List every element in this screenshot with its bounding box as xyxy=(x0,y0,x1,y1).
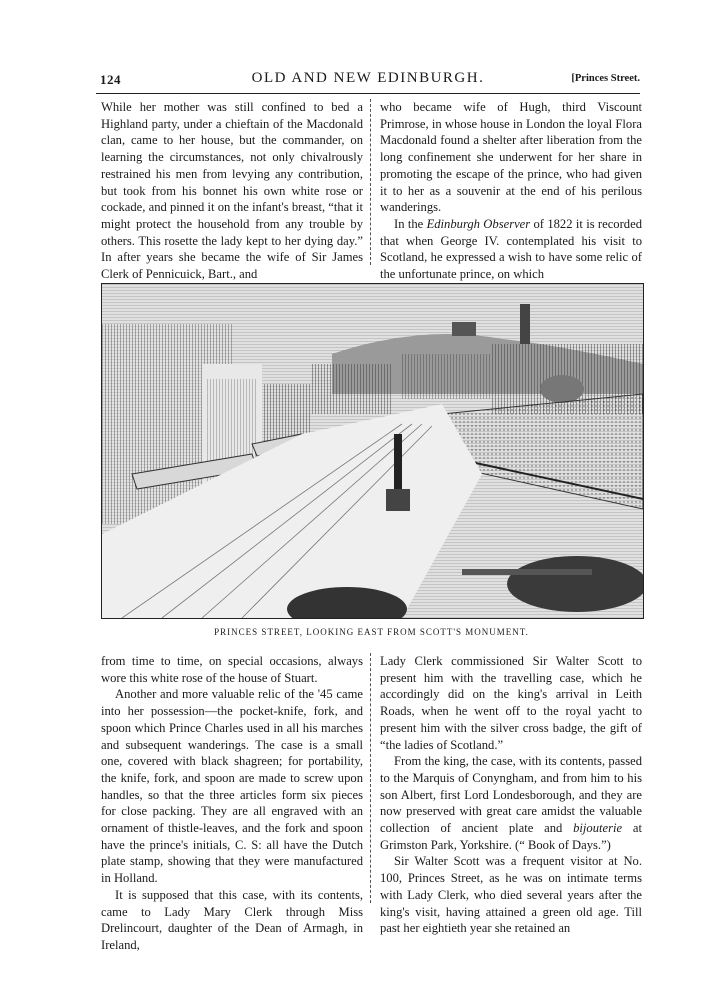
column-bottom-right xyxy=(380,653,642,937)
column-top-right xyxy=(380,99,642,283)
italic-term: bijouterie xyxy=(573,821,623,836)
column-bottom-left xyxy=(101,653,363,954)
engraving-illustration xyxy=(101,283,644,619)
column-top-left xyxy=(101,99,363,283)
paragraph: In the Edinburgh Observer of 1822 it is recorded that when George IV. contemplated his visit to Scotland, he expressed a wish to have some relic of the unfortunate prince, on which xyxy=(380,216,642,282)
section-title: [Princes Street. xyxy=(571,73,640,84)
column-divider xyxy=(370,99,371,265)
column-divider xyxy=(370,653,371,903)
paragraph: Sir Walter Scott was a frequent visitor at No. 100, Princes Street, as he was on intimate terms with Lady Clerk, who died several years after the king's visit, having attained a green old age. Till past her eightieth year she retained an xyxy=(380,854,642,936)
paragraph: From the king, the case, with its contents, passed to the Marquis of Conyngham, and from him to his son Albert, first Lord Londesborough, and they are now preserved with great care amidst the valuable collection of ancient plate and bijouterie at Grimston Park, Yorkshire. (“ Book of Days.”) xyxy=(380,754,642,852)
italic-title: Edinburgh Observer xyxy=(426,216,531,231)
paragraph: who became wife of Hugh, third Viscount Primrose, in whose house in London the loyal Flora Macdonald found a shelter after liberation from the long confinement she underwent for her share in promoting the escape of the prince, who had given it to her as a souvenir at the end of his perilous wanderings. xyxy=(380,100,642,215)
header-rule xyxy=(96,93,640,94)
paragraph: While her mother was still confined to bed a Highland party, under a chieftain of the Macdonald clan, came to her house, but the commander, on learning the circumstances, not only chivalrously restrained his men from levying any contribution, but took from his bonnet his own white rose or cockade, and pinned it on the infant's breast, “that it might protect the household from any trouble by others. This rosette the lady kept to her dying day.” In after years she became the wife of Sir James Clerk of Pennicuick, Bart., and xyxy=(101,100,363,282)
page-header xyxy=(96,68,640,90)
figure-caption: PRINCES STREET, LOOKING EAST FROM SCOTT'S MONUMENT. xyxy=(214,627,529,637)
paragraph: from time to time, on special occasions, always wore this white rose of the house of Stuart. xyxy=(101,654,363,685)
page-number: 124 xyxy=(100,72,121,87)
paragraph: It is supposed that this case, with its contents, came to Lady Mary Clerk through Miss Drelincourt, daughter of the Dean of Armagh, in Ireland, xyxy=(101,887,363,952)
paragraph: Lady Clerk commissioned Sir Walter Scott to present him with the travelling case, which he accordingly did on the king's arrival in Leith Roads, when he went off to the royal yacht to present him with the silver cross badge, the gift of “the ladies of Scotland.” xyxy=(380,654,642,752)
paragraph: Another and more valuable relic of the '45 came into her possession—the pocket-knife, fork, and spoon which Prince Charles used in all his marches and subsequent wanderings. The case is a small one, covered with black shagreen; for portability, the knife, fork, and spoon are made to screw upon handles, so that the three articles form six pieces for close packing. They are all engraved with an ornament of thistle-leaves, and the fork and spoon have the prince's initials, C. S: all have the Dutch plate stamp, showing that they were manufactured in Holland. xyxy=(101,687,363,886)
running-title: OLD AND NEW EDINBURGH. xyxy=(251,70,485,86)
